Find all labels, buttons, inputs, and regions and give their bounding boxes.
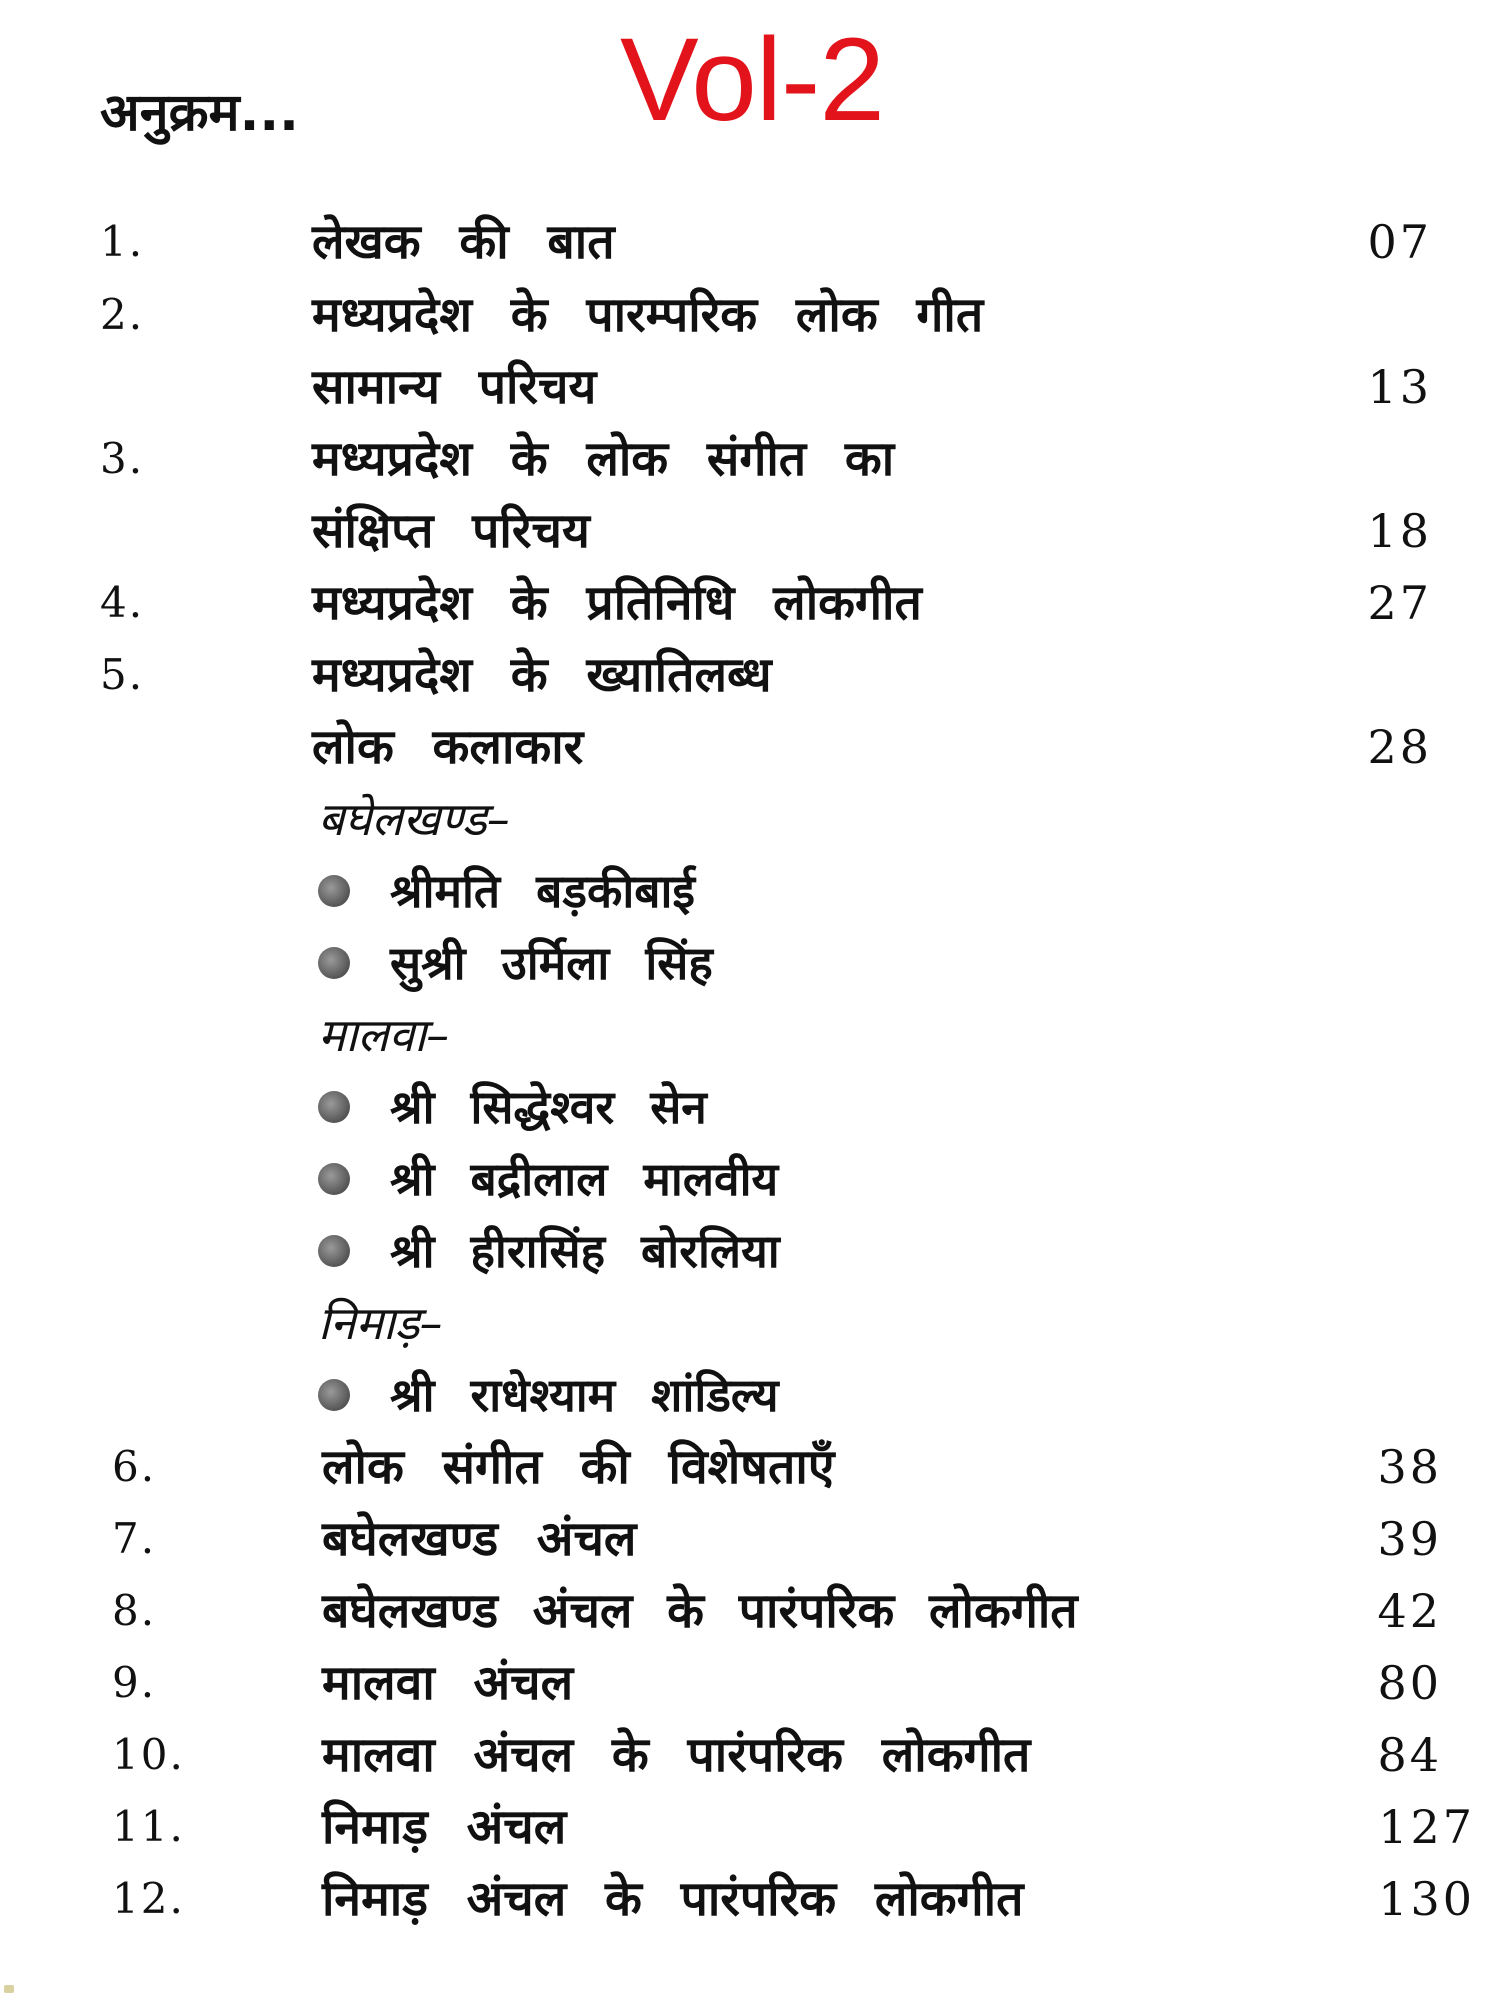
entry-title-continued: लोक कलाकार bbox=[312, 719, 584, 775]
entry-page: 84 bbox=[1377, 1728, 1442, 1782]
entry-page: 07 bbox=[1367, 215, 1432, 269]
entry-number: 7. bbox=[112, 1514, 157, 1563]
bullet-icon bbox=[318, 1379, 350, 1411]
entry-page: 127 bbox=[1378, 1800, 1475, 1854]
artist-name: श्री सिद्धेश्वर सेन bbox=[390, 1080, 707, 1134]
entry-title: मध्यप्रदेश के प्रतिनिधि लोकगीत bbox=[312, 575, 922, 631]
entry-title: लेखक की बात bbox=[312, 214, 615, 270]
volume-badge: Vol-2 bbox=[620, 14, 884, 146]
entry-title: मध्यप्रदेश के लोक संगीत का bbox=[312, 431, 895, 487]
page-heading: अनुक्रम... bbox=[100, 83, 299, 143]
entry-number: 3. bbox=[100, 434, 145, 483]
entry-page: 18 bbox=[1367, 504, 1432, 558]
region-subheading: मालवा– bbox=[318, 1008, 450, 1062]
entry-number: 4. bbox=[100, 578, 145, 627]
artist-list-item bbox=[318, 856, 695, 926]
entry-page: 13 bbox=[1367, 360, 1432, 414]
entry-number: 8. bbox=[112, 1586, 157, 1635]
artist-list-item bbox=[318, 1072, 707, 1142]
entry-title: निमाड़ अंचल के पारंपरिक लोकगीत bbox=[322, 1871, 1024, 1927]
entry-title: मालवा अंचल के पारंपरिक लोकगीत bbox=[322, 1727, 1031, 1783]
artist-name: श्री बद्रीलाल मालवीय bbox=[390, 1152, 779, 1206]
entry-title: बघेलखण्ड अंचल के पारंपरिक लोकगीत bbox=[322, 1583, 1078, 1639]
entry-title-continued: सामान्य परिचय bbox=[312, 359, 597, 415]
entry-title-continued: संक्षिप्त परिचय bbox=[312, 503, 590, 559]
bullet-icon bbox=[318, 1091, 350, 1123]
region-subheading: बघेलखण्ड– bbox=[318, 792, 510, 846]
artist-list-item bbox=[318, 928, 713, 998]
entry-title: निमाड़ अंचल bbox=[322, 1799, 567, 1855]
entry-number: 12. bbox=[112, 1874, 185, 1923]
entry-title: बघेलखण्ड अंचल bbox=[322, 1511, 637, 1567]
bullet-icon bbox=[318, 875, 350, 907]
entry-page: 39 bbox=[1377, 1512, 1442, 1566]
entry-number: 11. bbox=[112, 1802, 185, 1851]
artist-list-item bbox=[318, 1216, 780, 1286]
entry-page: 28 bbox=[1367, 720, 1432, 774]
entry-number: 5. bbox=[100, 650, 145, 699]
entry-page: 38 bbox=[1377, 1440, 1442, 1494]
entry-number: 9. bbox=[112, 1658, 157, 1707]
entry-number: 10. bbox=[112, 1730, 185, 1779]
entry-title: मध्यप्रदेश के ख्यातिलब्ध bbox=[312, 647, 772, 703]
entry-page: 27 bbox=[1367, 576, 1432, 630]
scan-speck bbox=[4, 1985, 14, 1993]
artist-list-item bbox=[318, 1144, 778, 1214]
artist-name: श्रीमति बड़कीबाई bbox=[390, 864, 696, 918]
entry-page: 130 bbox=[1378, 1872, 1475, 1926]
entry-page: 42 bbox=[1377, 1584, 1442, 1638]
bullet-icon bbox=[318, 947, 350, 979]
entry-title: मालवा अंचल bbox=[322, 1655, 574, 1711]
artist-name: श्री राधेश्याम शांडिल्य bbox=[390, 1368, 779, 1422]
bullet-icon bbox=[318, 1235, 350, 1267]
artist-name: श्री हीरासिंह बोरलिया bbox=[390, 1224, 780, 1278]
artist-name: सुश्री उर्मिला सिंह bbox=[390, 936, 713, 990]
entry-number: 6. bbox=[112, 1442, 157, 1491]
artist-list-item bbox=[318, 1360, 779, 1430]
entry-page: 80 bbox=[1377, 1656, 1442, 1710]
bullet-icon bbox=[318, 1163, 350, 1195]
entry-number: 1. bbox=[100, 217, 145, 266]
entry-number: 2. bbox=[100, 290, 145, 339]
entry-title: मध्यप्रदेश के पारम्परिक लोक गीत bbox=[312, 287, 984, 343]
entry-title: लोक संगीत की विशेषताएँ bbox=[322, 1439, 835, 1495]
region-subheading: निमाड़– bbox=[318, 1296, 443, 1350]
